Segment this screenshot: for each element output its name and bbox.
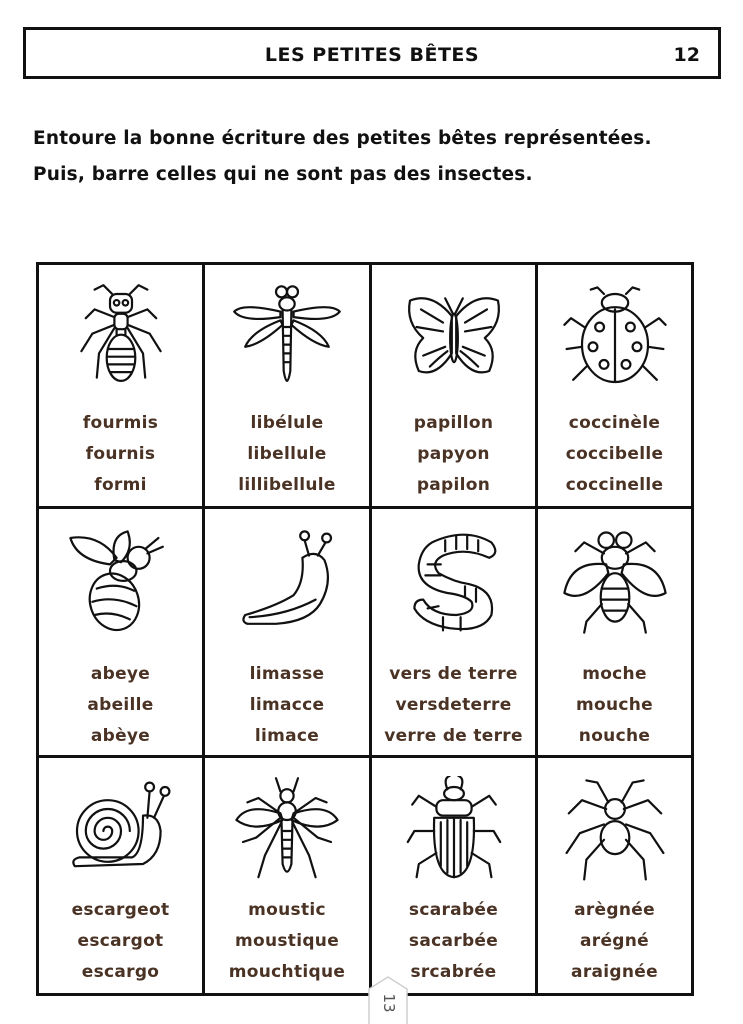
spelling-option[interactable]: scarabée bbox=[408, 900, 499, 920]
spelling-option[interactable]: vers de terre bbox=[389, 664, 518, 684]
spelling-option[interactable]: escargo bbox=[81, 962, 160, 982]
spelling-option[interactable]: sacarbée bbox=[408, 931, 499, 951]
cell-dragonfly bbox=[205, 265, 372, 509]
spelling-option[interactable]: escargeot bbox=[71, 900, 170, 920]
butterfly-icon bbox=[399, 283, 509, 393]
spelling-option[interactable]: formi bbox=[94, 475, 147, 495]
spelling-option[interactable]: lillibellule bbox=[238, 475, 336, 495]
spelling-option[interactable]: limasse bbox=[249, 664, 325, 684]
spelling-option[interactable]: srcabrée bbox=[410, 962, 497, 982]
beetle-icon bbox=[399, 776, 509, 886]
spelling-option[interactable]: abèye bbox=[90, 726, 151, 746]
spelling-option[interactable]: abeille bbox=[87, 695, 154, 715]
spelling-option[interactable]: araignée bbox=[571, 962, 658, 982]
cell-spider bbox=[538, 758, 691, 993]
instruction-line-2: Puis, barre celles qui ne sont pas des insectes. bbox=[33, 164, 533, 185]
spelling-option[interactable]: moustic bbox=[248, 900, 326, 920]
cell-bee bbox=[39, 509, 205, 758]
spelling-option[interactable]: papilon bbox=[416, 475, 491, 495]
spelling-option[interactable]: libélule bbox=[250, 413, 324, 433]
spelling-option[interactable]: papillon bbox=[413, 413, 494, 433]
spelling-option[interactable]: coccinèle bbox=[568, 413, 661, 433]
instruction-line-1: Entoure la bonne écriture des petites bêtes représentées. bbox=[33, 128, 652, 149]
spelling-option[interactable]: nouche bbox=[578, 726, 651, 746]
cell-fly bbox=[538, 509, 691, 758]
exercise-number: 12 bbox=[673, 44, 700, 66]
spelling-option[interactable]: moustique bbox=[234, 931, 340, 951]
spider-icon bbox=[560, 776, 670, 886]
spelling-option[interactable]: coccinelle bbox=[565, 475, 664, 495]
spelling-option[interactable]: arègnée bbox=[574, 900, 655, 920]
spelling-option[interactable]: fourmis bbox=[82, 413, 159, 433]
spelling-option[interactable]: versdeterre bbox=[395, 695, 512, 715]
cell-beetle bbox=[372, 758, 538, 993]
spelling-option[interactable]: limacce bbox=[249, 695, 325, 715]
ant-icon bbox=[66, 283, 176, 393]
spelling-option[interactable]: fournis bbox=[85, 444, 156, 464]
snail-icon bbox=[66, 776, 176, 886]
spelling-option[interactable]: abeye bbox=[90, 664, 151, 684]
cell-butterfly bbox=[372, 265, 538, 509]
spelling-option[interactable]: limace bbox=[254, 726, 320, 746]
spelling-option[interactable]: arégné bbox=[580, 931, 649, 951]
ladybug-icon bbox=[560, 283, 670, 393]
cell-ant bbox=[39, 265, 205, 509]
spelling-option[interactable]: mouche bbox=[575, 695, 653, 715]
cell-ladybug bbox=[538, 265, 691, 509]
cell-snail bbox=[39, 758, 205, 993]
spelling-option[interactable]: mouchtique bbox=[228, 962, 346, 982]
spelling-option[interactable]: libellule bbox=[247, 444, 327, 464]
spelling-option[interactable]: papyon bbox=[417, 444, 490, 464]
fly-icon bbox=[560, 527, 670, 637]
cell-mosquito bbox=[205, 758, 372, 993]
spelling-option[interactable]: moche bbox=[582, 664, 647, 684]
worm-icon bbox=[399, 527, 509, 637]
cell-earthworm bbox=[372, 509, 538, 758]
page-number: 13 bbox=[380, 993, 398, 1013]
spelling-option[interactable]: escargot bbox=[77, 931, 164, 951]
spelling-option[interactable]: verre de terre bbox=[384, 726, 523, 746]
cell-slug bbox=[205, 509, 372, 758]
creatures-grid bbox=[36, 262, 694, 996]
page-header bbox=[23, 27, 721, 79]
bee-icon bbox=[66, 527, 176, 637]
slug-icon bbox=[232, 527, 342, 637]
page-title: LES PETITES BÊTES bbox=[264, 44, 480, 66]
dragonfly-icon bbox=[232, 283, 342, 393]
spelling-option[interactable]: coccibelle bbox=[565, 444, 664, 464]
mosquito-icon bbox=[232, 776, 342, 886]
